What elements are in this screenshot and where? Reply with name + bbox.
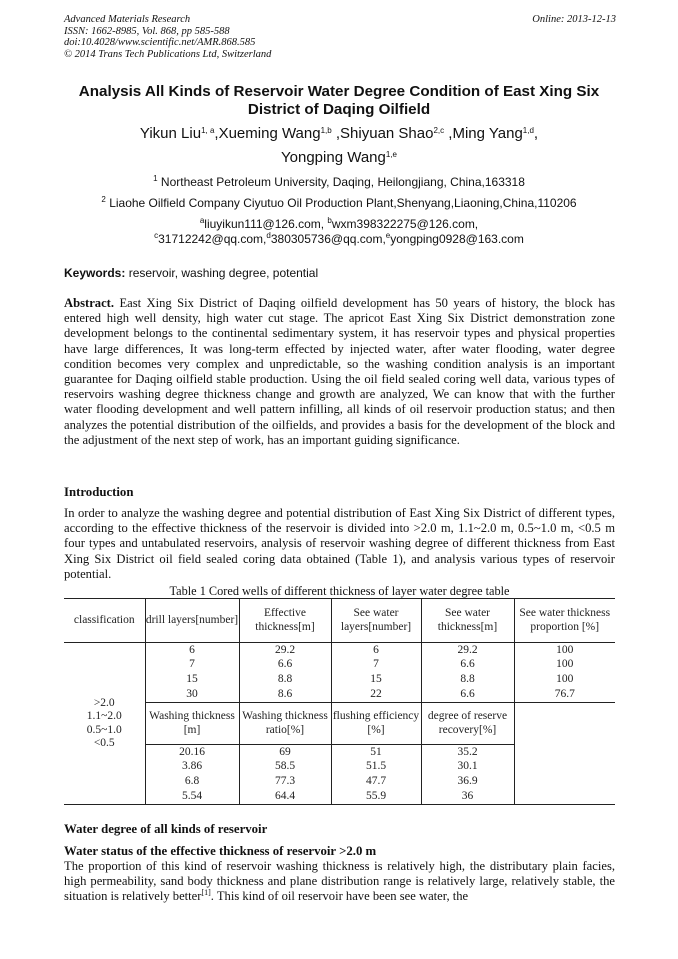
table-row xyxy=(64,688,615,703)
abstract-text: East Xing Six District of Daqing oilfield development has 50 years of history, the block has entered high well density, high water cut stage. The apricot East Xing Six District demonstration zone development belongs to the continental sedimentary system, it has reservoir types and physical properties have large differences, It was long-term effected by injected water, after water flooding, water degree condition becomes very complex and unpredictable, so the washing condition analysis is an important guarantee for Daqing oilfield stable production. Using the oil field sealed coring well data, various types of reservoirs washing degree thickness change and growth are analyzed, We can know that with the further water flooding development and well pattern infilling, all kinds of oil reservoir production status; and then analyzes the potential distribution of the oilfields, and provides a basis for the development of the block and the adjustment of the next step of work, has an important guiding significance. xyxy=(64,296,615,447)
table-cell: 7 xyxy=(145,658,239,673)
abstract-label: Abstract. xyxy=(64,296,115,310)
table-cell: 51.5 xyxy=(331,760,421,775)
column-header: classification xyxy=(73,613,135,626)
table-cell: 76.7 xyxy=(514,688,615,703)
table-cell: 47.7 xyxy=(331,775,421,790)
email-link[interactable]: wxm398322275@126.com, xyxy=(331,217,479,231)
author-list: Yikun Liu$^{1, a}$,Xueming Wang$^{1,b}$ ,Shiyuan Shao$^{2,c}$ ,Ming Yang$^{1,d}$, Yongping Wang$^{1,e}$ xyxy=(139,125,539,166)
empty-cell xyxy=(514,703,615,805)
table-cell: 77.3 xyxy=(239,775,331,790)
email-link[interactable]: 31712242@qq.com, xyxy=(158,232,267,246)
author-sup: 1,d xyxy=(522,126,534,135)
author-name: Yikun Liu xyxy=(139,125,202,142)
paper-title xyxy=(50,83,628,119)
class-label: 0.5~1.0 xyxy=(86,723,122,736)
email-sup: c xyxy=(154,231,159,240)
journal-header xyxy=(64,14,616,60)
affiliation-text: Northeast Petroleum University, Daqing, Heilongjiang, China,163318 xyxy=(160,175,525,189)
column-header: See water thickness[m] xyxy=(421,599,514,643)
body-text-continued: . This kind of oil reservoir have been see water, the xyxy=(210,889,469,904)
table-cell: 35.2 xyxy=(421,745,514,760)
body-paragraph xyxy=(64,859,615,905)
email-link[interactable]: yongping0928@163.com xyxy=(390,232,524,246)
email-sup: e xyxy=(385,231,391,240)
table-cell: 6.6 xyxy=(239,658,331,673)
table-cell: 36.9 xyxy=(421,775,514,790)
email-link[interactable]: liuyikun111@126.com, xyxy=(204,217,328,231)
author-name: Xueming Wang xyxy=(218,125,321,142)
abstract xyxy=(64,296,615,448)
table-cell: 36 xyxy=(421,790,514,805)
table-cell: 15 xyxy=(331,673,421,688)
class-label: 1.1~2.0 xyxy=(86,710,122,723)
email-link[interactable]: 380305736@qq.com, xyxy=(270,232,386,246)
table-row xyxy=(64,658,615,673)
table-cell: 29.2 xyxy=(239,643,331,658)
column-header: Effective thickness[m] xyxy=(239,599,331,643)
email-sup: d xyxy=(266,231,271,240)
classification-cell xyxy=(64,643,145,805)
table-cell: 8.8 xyxy=(421,673,514,688)
table-cell: 29.2 xyxy=(421,643,514,658)
column-header: Washing thickness ratio[%] xyxy=(239,703,331,745)
column-header: degree of reserve recovery[%] xyxy=(421,703,514,745)
table-cell: 5.54 xyxy=(145,790,239,805)
table-cell: 69 xyxy=(239,745,331,760)
affiliation-2 xyxy=(40,196,638,211)
section-heading: Water degree of all kinds of reservoir xyxy=(64,822,268,836)
table-cell: 6.6 xyxy=(421,688,514,703)
table-cell: 8.8 xyxy=(239,673,331,688)
table-cell: 55.9 xyxy=(331,790,421,805)
table-cell: 51 xyxy=(331,745,421,760)
table-cell: 100 xyxy=(514,658,615,673)
subsection-heading: Water status of the effective thickness of reservoir >2.0 m xyxy=(64,844,377,858)
table-row xyxy=(64,643,615,658)
table-cell: 30 xyxy=(145,688,239,703)
author-sup: 1, a xyxy=(201,126,215,135)
emails xyxy=(40,217,638,247)
class-label: <0.5 xyxy=(93,736,115,749)
table-row xyxy=(64,673,615,688)
table-cell: 6.8 xyxy=(145,775,239,790)
table-cell: 6 xyxy=(145,643,239,658)
title-line-1: Analysis All Kinds of Reservoir Water Degree Condition of East Xing Six xyxy=(78,83,600,100)
table-cell: 3.86 xyxy=(145,760,239,775)
table-cell: 30.1 xyxy=(421,760,514,775)
column-header: Washing thickness [m] xyxy=(145,703,239,745)
affiliation-sup: 1 xyxy=(153,174,158,183)
author-name: Shiyuan Shao xyxy=(340,125,434,142)
column-header: drill layers[number] xyxy=(145,599,239,643)
issn: ISSN: 1662-8985, Vol. 868, pp 585-588 xyxy=(64,25,230,37)
intro-paragraph: In order to analyze the washing degree and potential distribution of East Xing Six District of different types, according to the effective thickness of the reservoir is divided into >2.0 m, 1.1~2.0 m, 0.5~1.0 m, <0.5 m four types and untabulated reservoirs, analysis of reservoir washing degree of different thickness from East Xing Six District oil field sealed coring data obtained (Table 1), and analysis various types of reservoir potential. xyxy=(64,506,615,581)
table-caption: Table 1 Cored wells of different thickness of layer water degree table xyxy=(169,584,510,598)
body-text: The proportion of this kind of reservoir washing thickness is relatively high, the distributary plain facies, high permeability, sand body thickness and plane distribution range is relatively large, relatively stable, the situation is relatively better xyxy=(64,859,615,904)
copyright: © 2014 Trans Tech Publications Ltd, Switzerland xyxy=(64,48,272,60)
table-cell: 7 xyxy=(331,658,421,673)
column-header: flushing efficiency [%] xyxy=(331,703,421,745)
author-name: Ming Yang xyxy=(452,125,523,142)
class-label: >2.0 xyxy=(93,697,115,710)
affiliation-sup: 2 xyxy=(101,195,106,204)
table-cell: 100 xyxy=(514,643,615,658)
table-cell: 22 xyxy=(331,688,421,703)
table-header-row xyxy=(64,599,615,643)
column-header: See water thickness proportion [%] xyxy=(514,599,615,643)
keywords-text: reservoir, washing degree, potential xyxy=(128,266,319,280)
citation-ref: [1] xyxy=(201,888,211,898)
author-sup: 1,b xyxy=(320,126,332,135)
doi: doi:10.4028/www.scientific.net/AMR.868.585 xyxy=(64,37,256,48)
intro-heading: Introduction xyxy=(64,485,134,499)
table-cell: 8.6 xyxy=(239,688,331,703)
table-cell: 6.6 xyxy=(421,658,514,673)
table-cell: 20.16 xyxy=(145,745,239,760)
title-line-2: District of Daqing Oilfield xyxy=(247,101,431,118)
table-cell: 6 xyxy=(331,643,421,658)
author-sup: 2,c xyxy=(433,126,445,135)
email-sup: b xyxy=(327,216,332,225)
keywords-label: Keywords: xyxy=(64,266,126,280)
table-cell: 15 xyxy=(145,673,239,688)
author-name: Yongping Wang xyxy=(281,149,386,166)
journal-name: Advanced Materials Research xyxy=(64,14,191,25)
table-cell: 100 xyxy=(514,673,615,688)
keywords xyxy=(64,266,318,280)
email-sup: a xyxy=(199,216,205,225)
author-sup: 1,e xyxy=(385,150,397,159)
table-subheader-row xyxy=(64,703,615,745)
data-table xyxy=(64,598,615,805)
online-date: Online: 2013-12-13 xyxy=(532,14,616,25)
table-cell: 58.5 xyxy=(239,760,331,775)
affiliation-text: Liaohe Oilfield Company Ciyutuo Oil Production Plant,Shenyang,Liaoning,China,110206 xyxy=(109,196,577,210)
affiliation-1 xyxy=(40,175,638,190)
table-cell: 64.4 xyxy=(239,790,331,805)
column-header: See water layers[number] xyxy=(331,599,421,643)
